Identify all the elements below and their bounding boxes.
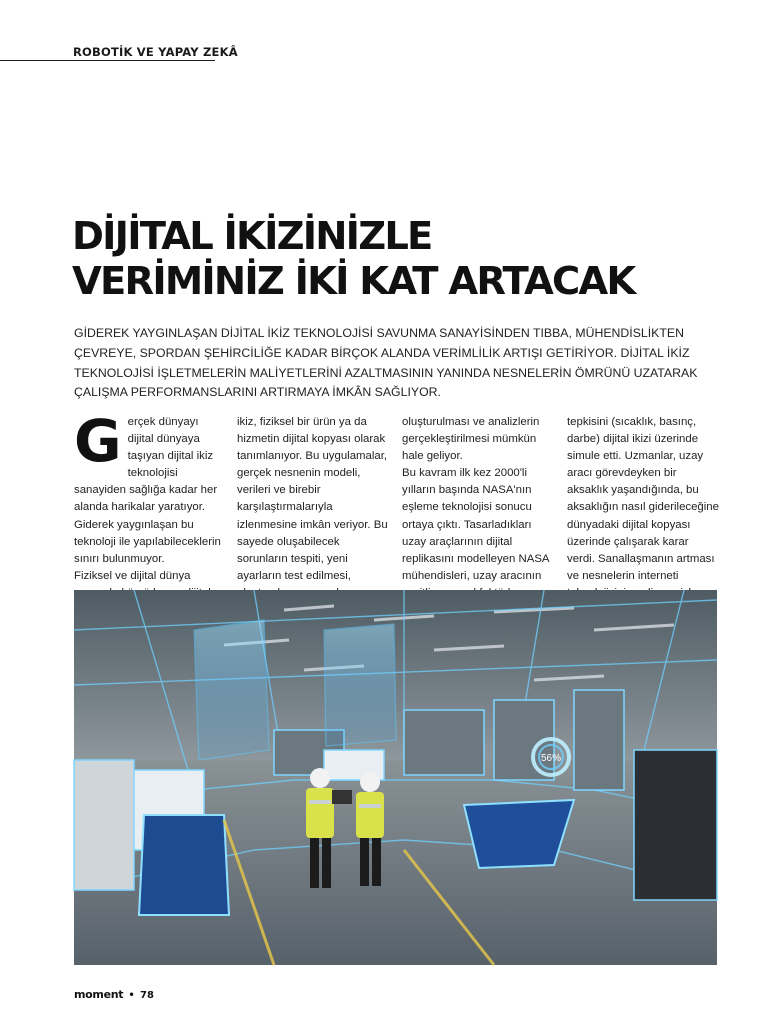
body-paragraph: Fiziksel ve dijital dünya — [74, 569, 191, 582]
section-rule — [0, 60, 215, 61]
body-paragraph: ikiz, fiziksel bir ürün ya da hizmetin dijital kopyası olarak tanımlanıyor. Bu uygulamalar, gerçek nesnenin modeli, verileri ve birebir karşılaştırmalarıyla izlenmesine imkân veriyor. Bu sayede oluşabilecek sorunların tespiti, yeni ayarların test edilmesi, — [237, 416, 388, 582]
page-number: 78 — [140, 990, 154, 1001]
standfirst: GİDEREK YAYGINLAŞAN DİJİTAL İKİZ TEKNOLOJİSİ SAVUNMA SANAYİSİNDEN TIBBA, MÜHENDİSLİKTEN ÇEVREYE, SPORDAN ŞEHİRCİLİĞE KADAR BİRÇOK ALANDA VERİMLİLİK ARTIŞI GETİRİYOR. DİJİTAL İKİZ TEKNOLOJİSİ İŞLETMELERİN MALİYETLERİNİ AZALTMASININ YANINDA NESNELERİN ÖMRÜNÜ UZATARAK ÇALIŞMA PERFORMANSLARINI ARTIRMAYA İMKÂN SAĞLIYOR. — [74, 326, 698, 400]
magazine-logo: moment — [74, 988, 124, 1001]
page-footer — [74, 988, 154, 1001]
headline-line-2: VERİMİNİZ İKİ KAT ARTACAK — [72, 259, 635, 304]
body-paragraph: erçek dünyayı dijital dünyaya taşıyan dijital ikiz teknolojisi sanayiden sağlığa kadar her alanda harikalar yaratıyor. Giderek yaygınlaşan bu teknoloji ile yapılabileceklerin sınırı bulunmuyor. — [74, 416, 221, 565]
body-paragraph: oluşturulması ve analizlerin gerçekleştirilmesi mümkün hale geliyor. — [402, 416, 540, 463]
body-column-3 — [402, 414, 554, 582]
body-column-1 — [74, 407, 224, 582]
headline — [72, 214, 732, 304]
section-label: ROBOTİK VE YAPAY ZEKÂ — [73, 45, 238, 59]
body-column-2 — [237, 414, 389, 582]
body-column-4 — [567, 414, 719, 582]
footer-separator: • — [128, 990, 135, 1001]
factory-digital-twin-photo — [74, 590, 717, 965]
hud-percent-readout: 56% — [540, 753, 562, 764]
headline-line-1: DİJİTAL İKİZİNİZLE — [72, 214, 432, 259]
body-paragraph: tepkisini (sıcaklık, basınç, darbe) dijital ikizi üzerinde simule etti. Uzmanlar, uzay aracı görevdeyken bir aksaklık yaşandığında, bu aksaklığın nasıl giderileceğine dünyadaki dijital kopyası üzerinde çalışarak karar verdi. Sanallaşmanın artması ve nesnelerin interneti — [567, 416, 719, 582]
body-paragraph: Bu kavram ilk kez 2000'li yılların başında NASA'nın eşleme teknolojisi sonucu ortaya çıktı. Tasarladıkları uzay araçlarının dijital replikasını modelleyen NASA mühendisleri, uzay aracının — [402, 467, 549, 582]
drop-cap: G — [74, 407, 122, 475]
